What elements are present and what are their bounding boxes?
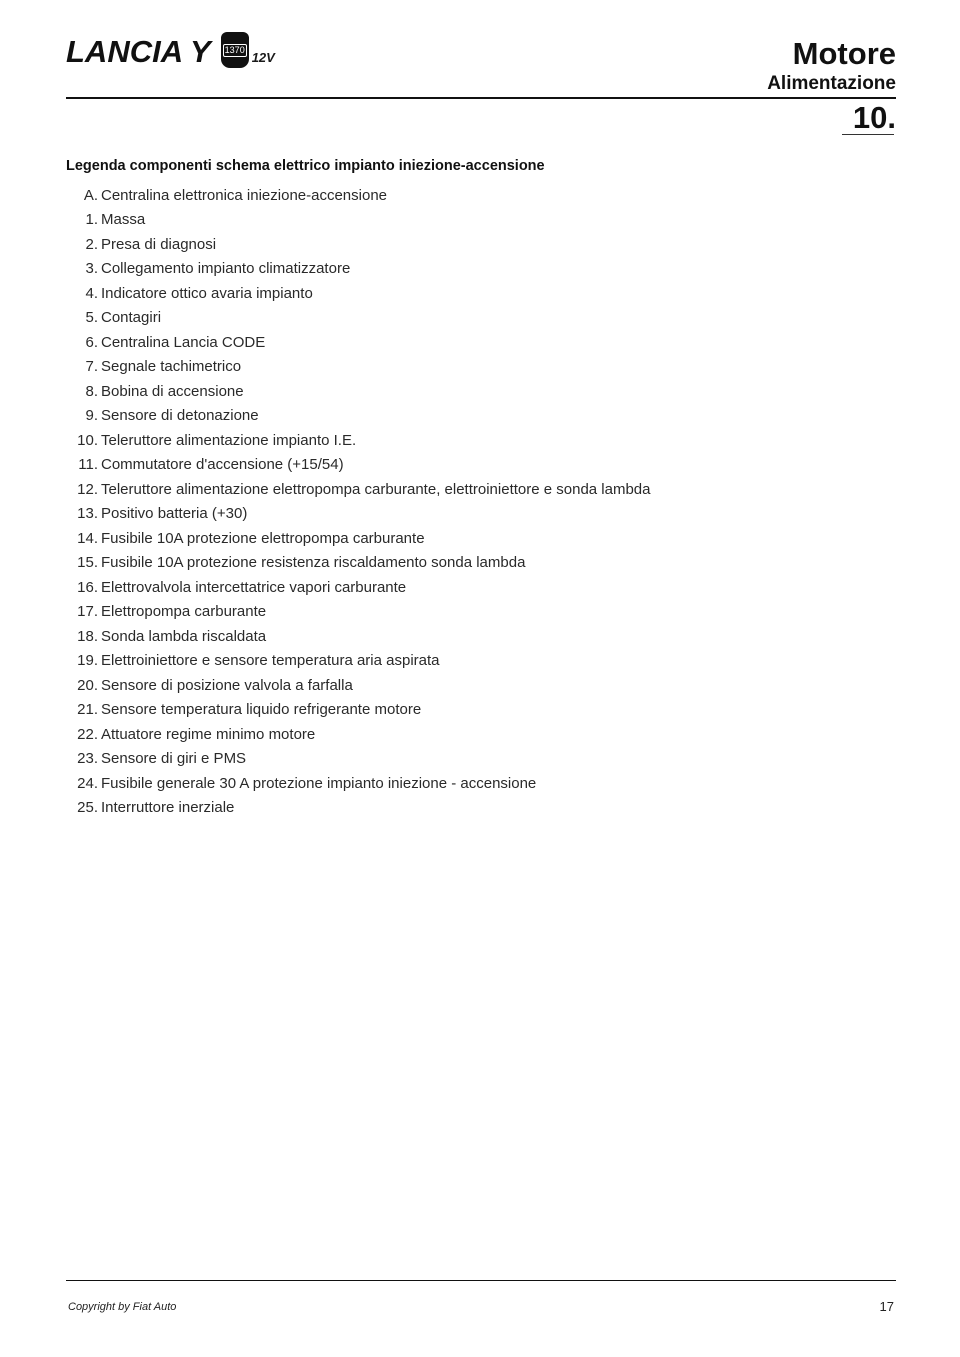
legend-item-number: 14. (77, 529, 98, 547)
legend-item (66, 796, 651, 821)
legend-item-text: Elettroiniettore e sensore temperatura aria aspirata (101, 652, 440, 670)
legend-item-number: 6. (85, 333, 98, 351)
legend-item-number: 10. (77, 431, 98, 449)
header-divider (66, 97, 896, 99)
page-number: 17 (879, 1299, 894, 1314)
engine-badge-icon (221, 32, 249, 68)
legend-item-number: 24. (77, 774, 98, 792)
legend-item-number: 11. (78, 456, 98, 474)
legend-item-number: 4. (85, 284, 98, 302)
legend-item-number: 17. (77, 603, 98, 621)
legend-item (66, 771, 651, 796)
legend-item-number: 1. (85, 211, 98, 229)
legend-item (66, 600, 651, 625)
legend-item-text: Interruttore inerziale (101, 799, 235, 817)
legend-item-number: 25. (77, 799, 98, 817)
legend-item (66, 355, 651, 380)
legend-item (66, 281, 651, 306)
section-title: Motore (792, 36, 896, 71)
legend-item-text: Fusibile 10A protezione elettropompa carburante (101, 529, 425, 547)
legend-item-number: 3. (85, 260, 98, 278)
legend-item-number: 12. (77, 480, 98, 498)
legend-item (66, 551, 651, 576)
legend-title: Legenda componenti schema elettrico impianto iniezione-accensione (66, 158, 545, 174)
legend-item-text: Bobina di accensione (101, 382, 244, 400)
legend-item (66, 330, 651, 355)
legend-item-text: Elettrovalvola intercettatrice vapori carburante (101, 578, 407, 596)
legend-item-text: Centralina Lancia CODE (101, 333, 266, 351)
legend-item (66, 624, 651, 649)
legend-list (66, 183, 651, 820)
copyright-text: Copyright by Fiat Auto (68, 1301, 177, 1313)
legend-item-text: Sensore di giri e PMS (101, 750, 247, 768)
legend-item-text: Massa (101, 211, 146, 229)
legend-item (66, 208, 651, 233)
legend-item-text: Contagiri (101, 309, 162, 327)
legend-item-number: 23. (77, 750, 98, 768)
legend-item (66, 526, 651, 551)
legend-item-text: Elettropompa carburante (101, 603, 267, 621)
legend-item-text: Sensore di posizione valvola a farfalla (101, 676, 353, 694)
legend-item-number: 21. (77, 701, 98, 719)
legend-item-text: Fusibile 10A protezione resistenza riscaldamento sonda lambda (101, 554, 526, 572)
legend-item (66, 257, 651, 282)
legend-item-text: Centralina elettronica iniezione-accensione (101, 186, 388, 204)
brand-name: LANCIA Y (66, 34, 211, 69)
legend-item-text: Sonda lambda riscaldata (101, 627, 267, 645)
legend-item-number: 16. (77, 578, 98, 596)
legend-item (66, 183, 651, 208)
legend-item (66, 232, 651, 257)
legend-item-number: 19. (77, 652, 98, 670)
legend-item-number: 8. (85, 382, 98, 400)
legend-item-text: Commutatore d'accensione (+15/54) (101, 456, 344, 474)
legend-item (66, 722, 651, 747)
legend-item (66, 575, 651, 600)
legend-item (66, 649, 651, 674)
legend-item (66, 502, 651, 527)
brand-header (66, 34, 275, 70)
legend-item-text: Indicatore ottico avaria impianto (101, 284, 313, 302)
engine-badge-label: 1370 (224, 44, 245, 55)
legend-item (66, 453, 651, 478)
legend-item-number: 9. (85, 407, 98, 425)
legend-item-number: 18. (77, 627, 98, 645)
legend-item-text: Presa di diagnosi (101, 235, 217, 253)
valve-label: 12V (251, 49, 275, 65)
legend-item (66, 673, 651, 698)
legend-item (66, 428, 651, 453)
legend-item (66, 379, 651, 404)
legend-item (66, 306, 651, 331)
legend-item-number: 13. (77, 505, 98, 523)
footer-divider (66, 1280, 896, 1281)
legend-item-text: Teleruttore alimentazione elettropompa carburante, elettroiniettore e sonda lambda (101, 480, 651, 498)
legend-item-text: Positivo batteria (+30) (101, 505, 248, 523)
legend-item (66, 477, 651, 502)
section-subtitle: Alimentazione (767, 73, 896, 94)
legend-item-number: 15. (77, 554, 98, 572)
legend-item-number: A. (83, 186, 98, 204)
legend-item-text: Collegamento impianto climatizzatore (101, 260, 351, 278)
legend-item-text: Teleruttore alimentazione impianto I.E. (101, 431, 357, 449)
legend-item-number: 7. (85, 358, 98, 376)
legend-item-number: 2. (85, 235, 98, 253)
legend-item-text: Attuatore regime minimo motore (101, 725, 316, 743)
legend-item-number: 22. (77, 725, 98, 743)
chapter-underline (842, 134, 894, 135)
legend-item-number: 5. (85, 309, 98, 327)
chapter-number: 10. (852, 100, 896, 135)
legend-item (66, 698, 651, 723)
legend-item-text: Sensore temperatura liquido refrigerante motore (101, 701, 422, 719)
legend-item (66, 747, 651, 772)
legend-item-text: Fusibile generale 30 A protezione impianto iniezione - accensione (101, 774, 537, 792)
legend-item-text: Sensore di detonazione (101, 407, 259, 425)
legend-item-number: 20. (77, 676, 98, 694)
legend-item-text: Segnale tachimetrico (101, 358, 242, 376)
legend-item (66, 404, 651, 429)
